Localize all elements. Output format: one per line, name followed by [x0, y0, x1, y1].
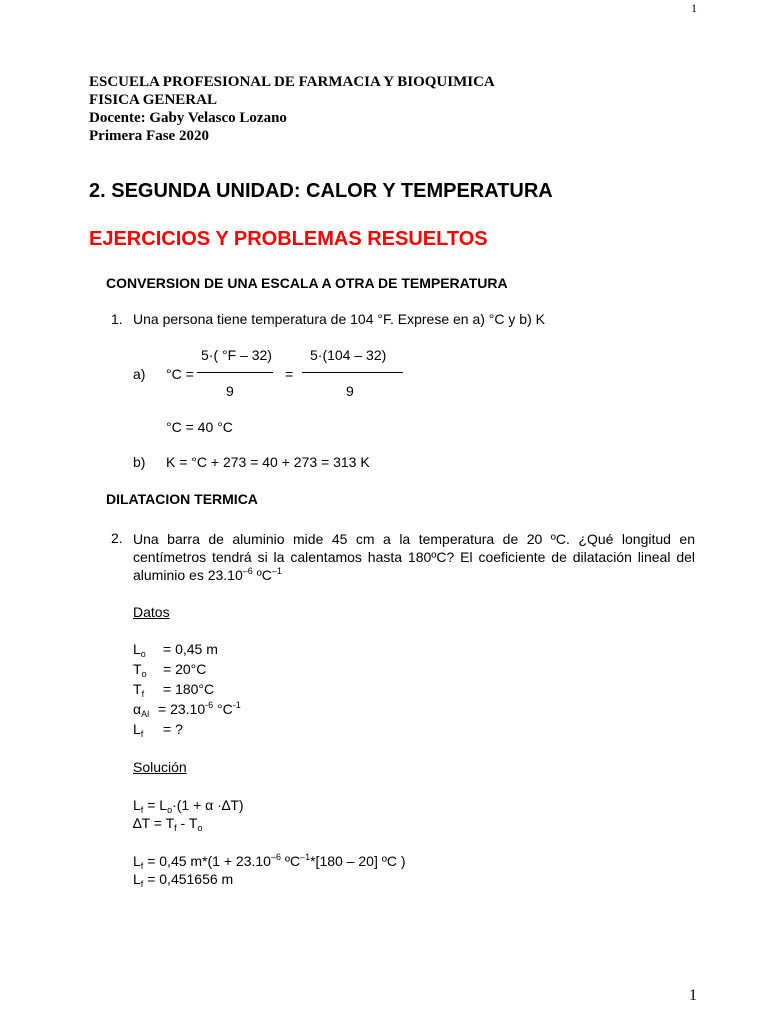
phase-label: Primera Fase 2020	[89, 128, 209, 144]
section-heading-dilatation: DILATACION TERMICA	[106, 491, 258, 507]
dato-tf: $T_f$	[133, 681, 145, 699]
fraction2-bar	[302, 372, 403, 373]
problem-number-2: 2.	[111, 530, 123, 546]
teacher-name: Docente: Gaby Velasco Lozano	[89, 110, 287, 126]
problem-text-2: Una barra de aluminio mide 45 cm a la temperatura de 20 ºC. ¿Qué longitud en centímetros tendrá si la calentamos hasta 180ºC? El coeficiente de dilatación lineal del aluminio es $23.10^{-6}$ ºC$^{-1}$	[133, 531, 695, 583]
problem-number-1: 1.	[111, 311, 123, 327]
calculation-line: $L_f = 0,45$ $m*(1 + 23.10^{-6}$ ºC$^{-1}$*[180 – 20] ºC )	[133, 852, 406, 871]
page-number-bottom: 1	[689, 987, 697, 1004]
fraction2-denominator: 9	[346, 383, 354, 399]
part-b-label: b)	[133, 454, 146, 470]
fraction1-numerator: 5·( °F – 32)	[201, 347, 272, 363]
fraction1-denominator: 9	[226, 383, 234, 399]
formula-delta-t: $\Delta T = T_f - T_o$	[133, 815, 203, 833]
datos-label: Datos	[133, 604, 170, 620]
part-b-result: K = °C + 273 = 40 + 273 = 313 K	[166, 454, 370, 470]
course-name: FISICA GENERAL	[89, 92, 217, 108]
final-result: $L_f = 0,451656$ m	[133, 871, 234, 889]
dato-lf-value: = ?	[163, 721, 183, 737]
school-name: ESCUELA PROFESIONAL DE FARMACIA Y BIOQUIMICA	[89, 74, 495, 90]
part-a-label: a)	[133, 366, 146, 382]
dato-to: $T_o$	[133, 661, 147, 679]
dato-lo: $L_o$	[133, 641, 146, 659]
fraction2-numerator: 5·(104 – 32)	[310, 347, 387, 363]
page-number-top: 1	[691, 1, 697, 15]
exercises-subtitle: EJERCICIOS Y PROBLEMAS RESUELTOS	[89, 228, 488, 250]
part-a-lhs: °C =	[166, 366, 194, 382]
fraction1-bar	[197, 372, 273, 373]
dato-to-value: = 20°C	[163, 661, 207, 677]
dato-lf: $L_f$	[133, 721, 144, 739]
dato-tf-value: = 180°C	[163, 681, 215, 697]
unit-title: 2. SEGUNDA UNIDAD: CALOR Y TEMPERATURA	[89, 180, 553, 202]
part-a-result: °C = 40 °C	[166, 419, 233, 435]
formula-lf: $L_f = L_o\cdot(1 + \alpha \cdot\Delta T)$	[133, 797, 244, 815]
dato-alpha: $\alpha_{Al}$	[133, 701, 150, 719]
equals-sign: =	[285, 366, 294, 382]
section-heading-conversion: CONVERSION DE UNA ESCALA A OTRA DE TEMPERATURA	[106, 275, 508, 291]
dato-alpha-value: = $23.10^{-6}$ $^\circ C^{-1}$	[158, 700, 241, 717]
solucion-label: Solución	[133, 759, 187, 775]
dato-lo-value: = 0,45 m	[163, 641, 218, 657]
problem-text-1: Una persona tiene temperatura de 104 °F. Exprese en a) °C y b) K	[133, 311, 545, 327]
